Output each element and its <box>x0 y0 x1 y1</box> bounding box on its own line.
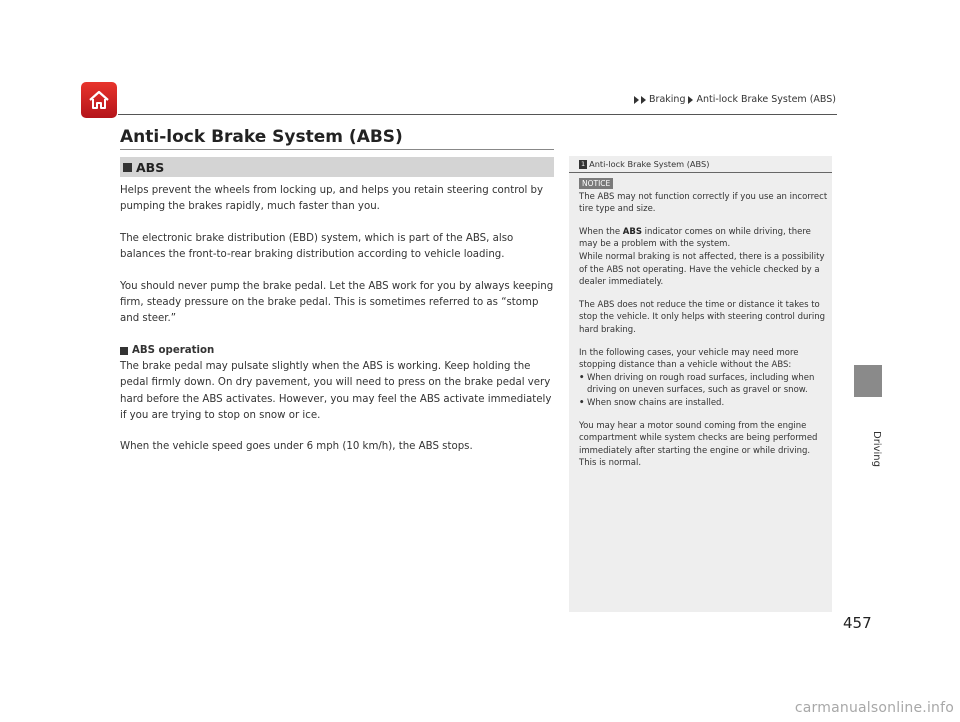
section-heading-text: ABS <box>136 159 165 175</box>
sidebar-notes <box>569 156 832 612</box>
sidebar-header-text: Anti-lock Brake System (ABS) <box>589 159 710 169</box>
sidebar-body <box>579 178 829 480</box>
subheading-square-icon <box>120 347 128 355</box>
section-square-icon <box>123 163 132 172</box>
header-divider <box>118 114 837 115</box>
list-item-text: When driving on rough road surfaces, including when driving on uneven surfaces, such as gravel or snow. <box>587 372 815 396</box>
notice-text: The ABS may not function correctly if you use an incorrect tire type and size. <box>579 191 828 215</box>
paragraph: The brake pedal may pulsate slightly when the ABS is working. Keep holding the pedal firmly down. On dry pavement, you will need to press on the brake pedal very hard before the ABS activates. However, you may feel the ABS activate immediately if you are trying to stop on snow or ice. <box>120 361 552 421</box>
breadcrumb-item-braking[interactable]: Braking <box>649 94 686 105</box>
watermark: carmanualsonline.info <box>794 700 954 716</box>
main-content <box>120 183 560 471</box>
breadcrumb-arrow-icon <box>634 96 639 104</box>
subheading <box>120 343 560 359</box>
abs-indicator-name: ABS <box>622 226 642 237</box>
paragraph: You should never pump the brake pedal. Let the ABS work for you by always keeping firm, steady pressure on the brake pedal. This is sometimes referred to as “stomp and steer.” <box>120 280 554 325</box>
home-icon <box>87 88 111 112</box>
notice-badge: NOTICE <box>579 178 613 189</box>
page-title: Anti-lock Brake System (ABS) <box>120 127 403 147</box>
paragraph: The electronic brake distribution (EBD) system, which is part of the ABS, also balances the front-to-rear braking distribution according to vehicle loading. <box>120 232 514 261</box>
breadcrumb-arrow-icon <box>641 96 646 104</box>
time-paragraph: The ABS does not reduce the time or distance it takes to stop the vehicle. It only helps with steering control during hard braking. <box>579 299 825 335</box>
indicator-text-post: indicator comes on while driving, there may be a problem with the system. <box>579 226 811 250</box>
home-button[interactable] <box>81 82 117 118</box>
list-item <box>579 397 829 410</box>
sidebar-header <box>569 156 832 173</box>
breadcrumb-arrow-icon <box>688 96 693 104</box>
paragraph: When the vehicle speed goes under 6 mph (10 km/h), the ABS stops. <box>120 441 473 453</box>
page-number: 457 <box>843 614 872 632</box>
indicator-paragraph <box>579 226 829 251</box>
subheading-text: ABS operation <box>132 344 215 356</box>
reference-number-icon: 1 <box>581 159 586 168</box>
motor-paragraph: You may hear a motor sound coming from the engine compartment while system checks are being performed immediately after starting the engine or while driving. This is normal. <box>579 420 818 469</box>
list-item <box>579 372 829 397</box>
list-item-text: When snow chains are installed. <box>587 397 725 408</box>
indicator-paragraph-2: While normal braking is not affected, there is a possibility of the ABS not operating. Have the vehicle checked by a dealer immediately. <box>579 251 825 288</box>
side-tab-label: Driving <box>871 431 882 467</box>
bullet-icon: • <box>579 372 585 383</box>
indicator-text-pre: When the <box>579 226 621 237</box>
title-divider <box>120 149 554 150</box>
breadcrumb <box>634 94 836 105</box>
side-tab-marker[interactable] <box>854 365 882 397</box>
breadcrumb-item-abs[interactable]: Anti-lock Brake System (ABS) <box>696 94 836 105</box>
paragraph: Helps prevent the wheels from locking up, and helps you retain steering control by pumping the brakes rapidly, much faster than you. <box>120 185 544 213</box>
bullet-icon: • <box>579 397 585 408</box>
cases-paragraph: In the following cases, your vehicle may need more stopping distance than a vehicle without the ABS: <box>579 347 799 371</box>
section-heading <box>120 157 554 177</box>
